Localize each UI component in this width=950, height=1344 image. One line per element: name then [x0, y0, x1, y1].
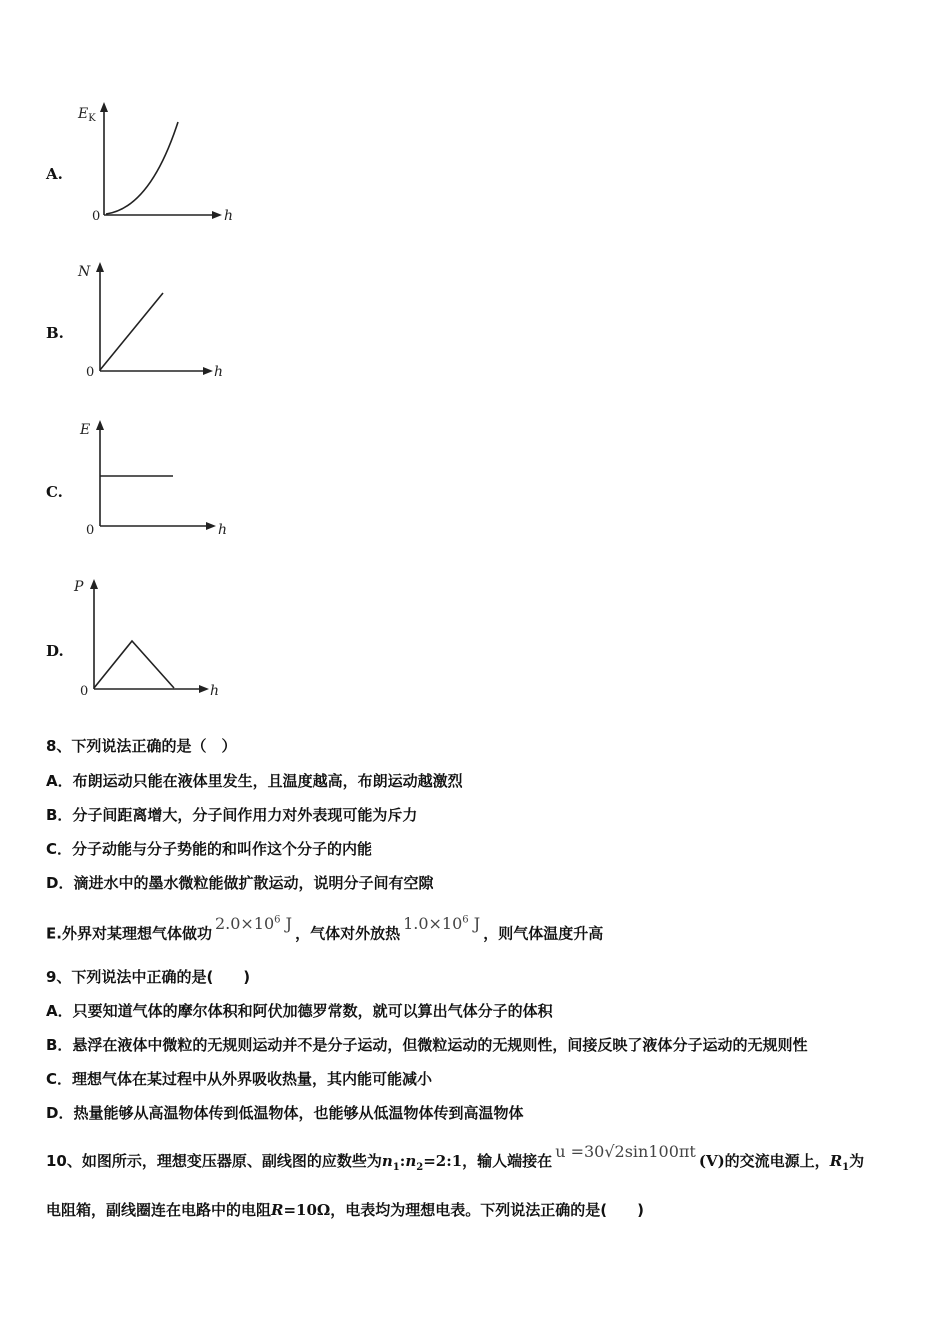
- graph-c: [70, 416, 250, 541]
- heat-value: $1.0\times 10^6$ J: [403, 914, 481, 934]
- q9-option-c: C．理想气体在某过程中从外界吸收热量，其内能可能减小: [46, 1070, 433, 1088]
- graph-d: [70, 575, 250, 700]
- q9-stem: 9、下列说法中正确的是( ): [46, 968, 251, 986]
- svg-text:0: 0: [86, 523, 95, 538]
- n-line: [100, 293, 163, 370]
- voltage-formula: u =30√2sin100πt: [555, 1142, 696, 1161]
- q8-stem: 8、下列说法正确的是（ ）: [46, 737, 237, 755]
- svg-text:h: h: [210, 683, 220, 699]
- ek-curve: [106, 122, 178, 214]
- svg-text:h: h: [214, 364, 224, 380]
- y-axis-label: $E_K$: [78, 106, 96, 124]
- svg-text:E: E: [80, 422, 91, 438]
- q9-option-b: B．悬浮在液体中微粒的无规则运动并不是分子运动，但微粒运动的无规则性，间接反映了液体分子运动的无规则性: [46, 1036, 808, 1054]
- option-b-label: B.: [46, 324, 64, 342]
- x-axis-label: h: [224, 208, 234, 224]
- work-value: $2.0\times 10^6$ J: [214, 914, 293, 934]
- svg-text:h: h: [218, 522, 228, 538]
- q9-option-d: D．热量能够从高温物体传到低温物体，也能够从低温物体传到高温物体: [46, 1104, 524, 1122]
- q8-option-d: D．滴进水中的墨水微粒能做扩散运动，说明分子间有空隙: [46, 874, 434, 892]
- q8-option-a: A．布朗运动只能在液体里发生，且温度越高，布朗运动越激烈: [46, 772, 463, 790]
- q10-line2: 电阻箱，副线圈连在电路中的电阻R=10Ω，电表均为理想电表。下列说法正确的是( ): [46, 1201, 644, 1219]
- q8-option-c: C．分子动能与分子势能的和叫作这个分子的内能: [46, 840, 373, 858]
- p-line: [94, 641, 174, 688]
- option-d-label: D.: [46, 642, 64, 660]
- q10-line1: 10、如图所示，理想变压器原、副线图的应数些为$n_1:n_2=2:1$，输人端接在 u =30√2sin100πt (V)的交流电源上，$R_1$为: [46, 1142, 865, 1173]
- option-c-label: C.: [46, 483, 63, 501]
- x-arrow: [212, 211, 222, 219]
- svg-text:0: 0: [86, 365, 95, 380]
- q8-option-e: E.外界对某理想气体做功 $2.0\times 10^6$ J ，气体对外放热 $1.0\times 10^6$ J ，则气体温度升高: [46, 914, 604, 943]
- q8-option-b: B．分子间距离增大，分子间作用力对外表现可能为斥力: [46, 806, 418, 824]
- svg-text:P: P: [74, 579, 84, 595]
- graph-a: [70, 98, 250, 228]
- q9-option-a: A．只要知道气体的摩尔体积和阿伏加德罗常数，就可以算出气体分子的体积: [46, 1002, 553, 1020]
- origin-label: 0: [92, 209, 101, 224]
- y-arrow: [100, 102, 108, 112]
- svg-text:N: N: [78, 264, 91, 280]
- graph-b: [70, 258, 250, 383]
- svg-text:0: 0: [80, 684, 89, 699]
- option-a-label: A.: [46, 165, 63, 183]
